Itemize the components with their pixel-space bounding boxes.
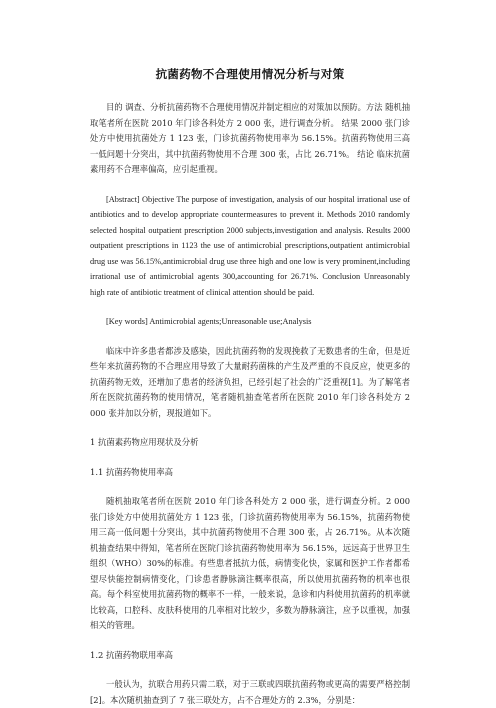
section-1-1-heading: 1.1 抗菌药物使用率高 (90, 466, 173, 477)
section-1-heading: 1 抗菌素药物应用现状及分析 (90, 437, 199, 447)
section-1-2-heading: 1.2 抗菌药物联用率高 (90, 649, 173, 660)
section-1-1-paragraph: 随机抽取笔者所在医院 2010 年门诊各科处方 2 000 张，进行调查分析。2 000 张门诊处方中使用抗菌处方 1 123 张，门诊抗菌药物使用率为 56.15%，抗菌药物使用三高一低问题十分突出，其中抗菌药物使用不合理 300 张，占 26.71%。从本次随机抽查结果中得知，笔者所在医院门诊抗菌药物使用率为 56.15%，远远高于世界卫生组织（WHO）30%的标准。有些患者抵抗力低，病情变化快，家属和医护工作者都希望尽快能控制病情变化，门诊患者静脉滴注概率很高，所以使用抗菌药物的机率也很高。每个科室使用抗菌药物的概率不一样，一般来说，急诊和内科使用抗菌药的机率就比较高，口腔科、皮肤科使用的几率相对比较少，多数为静脉滴注，应予以重视，加强相关的管理。 (90, 496, 410, 630)
abstract-chinese: 目的 调查、分析抗菌药物不合理使用情况并制定相应的对策加以预防。方法 随机抽取笔者所在医院 2010 年门诊各科处方 2 000 张，进行调查分析。 结果 2000 张门诊处方中使用抗菌处方 1 123 张，门诊抗菌药物使用率为 56.15%。抗菌药物使用三高一低问题十分突出，其中抗菌药物使用不合理 300 张，占比 26.71%。 结论 临床抗菌素用药不合理率偏高，应引起重视。 (90, 102, 410, 174)
keywords-english: [Key words] Antimicrobial agents;Unreasonable use;Analysis (106, 317, 312, 326)
introduction-paragraph: 临床中许多患者都涉及感染，因此抗菌药物的发现挽救了无数患者的生命，但是近些年来抗菌药物的不合理应用导致了大量耐药菌株的产生及严重的不良反应，使更多的抗菌药物无效，还增加了患者的经济负担，已经引起了社会的广泛重视[1]。为了解笔者所在医院抗菌药物的使用情况，笔者随机抽查笔者所在医院 2010 年门诊各科处方 2 000 张并加以分析，现报道如下。 (90, 345, 410, 418)
abstract-english: [Abstract] Objective The purpose of investigation, analysis of our hospital irrational use of antibiotics and to develop appropriate countermeasures to prevent it. Methods 2010 randomly selected hospital outpatient prescription 2000 subjects,investigation and analysis. Results 2000 outpatient prescriptions in 1123 the use of antimicrobial prescriptions,outpatient antimicrobial drug use was 56.15%,antimicrobial drug use three high and one low is very prominent,including irrational use of antimicrobial agents 300,accounting for 26.71%. Conclusion Unreasonably high rate of antibiotic treatment of clinical attention should be paid. (90, 194, 410, 297)
section-1-2-paragraph: 一般认为，抗联合用药只需二联，对于三联或四联抗菌药物或更高的需要严格控制[2]。本次随机抽查到了 7 张三联处方，占不合理处方的 2.3%，分别是： (90, 679, 410, 705)
page-title: 抗菌药物不合理使用情况分析与对策 (155, 67, 345, 81)
